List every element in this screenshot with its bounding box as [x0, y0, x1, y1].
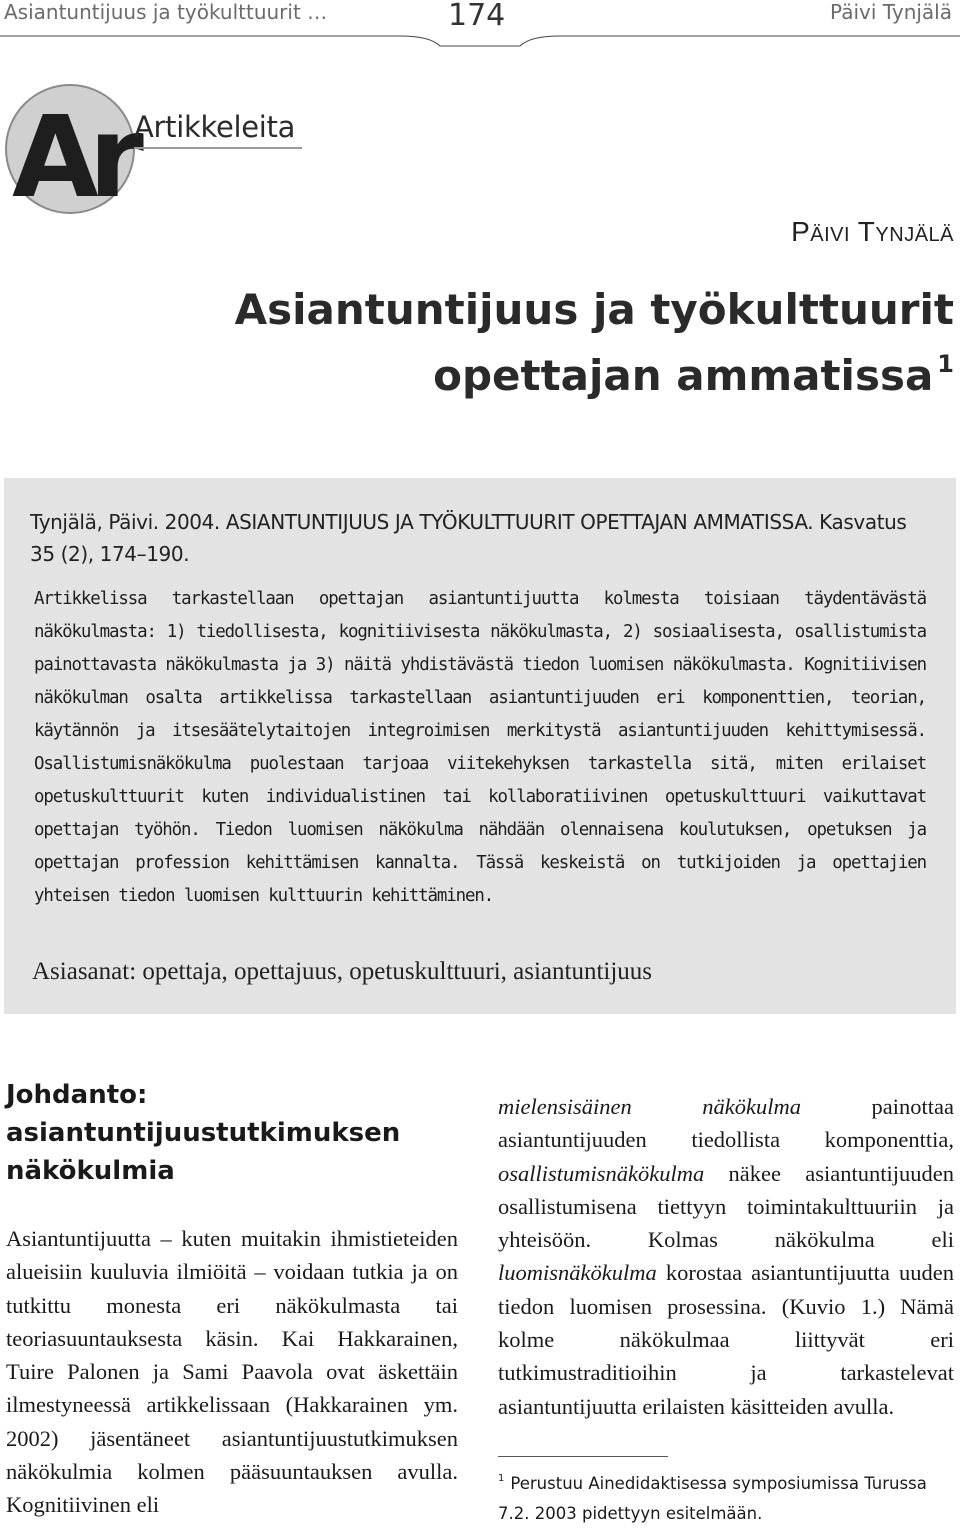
footnote: [498, 1464, 958, 1529]
section-label: Artikkeleita: [134, 110, 296, 144]
heading-line-2: asiantuntijuustutkimuksen: [6, 1118, 401, 1148]
keywords: Asiasanat: opettaja, opettajuus, opetuskulttuuri, asiantuntijuus: [32, 958, 653, 985]
right-text-2: näkee asiantuntijuuden osallistumisena tiettyyn toimintakulttuuriin ja yhteisöön. Kolmas näkökulma eli: [498, 1160, 954, 1253]
article-title: [235, 283, 954, 403]
term-creation: luomisnäkökulma: [498, 1260, 657, 1286]
section-label-underline: [134, 147, 302, 149]
right-text-1: painottaa asiantuntijuuden tiedollista komponenttia,: [498, 1094, 955, 1153]
page-number: 174: [448, 0, 506, 33]
term-mental: mielensisäinen näkökulma: [498, 1094, 801, 1119]
body-right-column: [498, 1090, 954, 1423]
heading-line-3: näkökulmia: [6, 1156, 175, 1186]
left-paragraph: Asiantuntijuutta – kuten muitakin ihmistieteiden alueisiin kuuluvia ilmiöitä – voidaan tutkia ja on tutkittu monesta eri näkökulmasta tai teoriasuuntauksesta käsin. Kai Hakkarainen, Tuire Palonen ja Sami Paavola ovat äskettäin ilmestyneessä artikkelissaan (Hakkarainen ym. 2002) jäsentäneet asiantuntijuustutkimuksen näkökulmia kolmen pääsuuntauksen avulla. Kognitiivinen eli: [6, 1226, 458, 1518]
right-text-3: korostaa asiantuntijuutta uuden tiedon luomisen prosessina. (Kuvio 1.) Nämä kolme näkökulmaa liittyvät eri tutkimustraditioihin ja tarkastelevat asiantuntijuutta erilaisten käsitteiden avulla.: [498, 1260, 954, 1419]
logo-monogram: Ar: [12, 93, 134, 214]
title-line-1: Asiantuntijuus ja työkulttuurit: [234, 285, 954, 334]
section-heading: [6, 1076, 446, 1190]
title-line-2-text: opettajan ammatissa: [433, 351, 934, 400]
title-line-2: [235, 337, 954, 403]
citation: Tynjälä, Päivi. 2004. ASIANTUNTIJUUS JA TYÖKULTTUURIT OPETTAJAN AMMATISSA. Kasvatus 35 (2), 174–190.: [30, 510, 907, 566]
footnote-rule: [498, 1456, 668, 1457]
header-rule: [0, 24, 960, 48]
term-participation: osallistumisnäkökulma: [498, 1160, 705, 1186]
abstract-text: Artikkelissa tarkastellaan opettajan asiantuntijuutta kolmesta toisiaan täydentävästä näkökulmasta: 1) tiedollisesta, kognitiivisesta näkökulmasta, 2) sosiaalisesta, osallistumista painottavasta näkökulmasta ja 3) näitä yhdistävästä tiedon luomisen näkökulmasta. Kognitiivisen näkökulman osalta artikkelissa tarkastellaan asiantuntijuuden eri komponenttien, teorian, käytännön ja itsesäätelytaitojen integroimisen merkitystä asiantuntijuuden kehittymisessä. Osallistumisnäkökulma puolestaan tarjoaa viitekehyksen tarkastella sitä, miten erilaiset opetuskulttuurit kuten individualistinen tai kollaboratiivinen opetuskulttuuri vaikuttavat opettajan työhön. Tiedon luomisen näkökulma nähdään olennaisena koulutuksen, opetuksen ja opettajan profession kehittämisen kannalta. Tässä keskeistä on tutkijoiden ja opettajien yhteisen tiedon luomisen kulttuurin kehittäminen.: [34, 589, 926, 906]
heading-line-1: Johdanto:: [6, 1080, 148, 1110]
footnote-text: Perustuu Ainedidaktisessa symposiumissa Turussa 7.2. 2003 pidettyyn esitelmään.: [498, 1474, 927, 1523]
running-header-title: Asiantuntijuus ja työkulttuurit …: [4, 0, 328, 24]
footnote-mark: 1: [498, 1473, 505, 1484]
article-author: Päivi Tynjälä: [791, 216, 954, 247]
section-logo: [4, 84, 304, 214]
title-footnote-mark: 1: [937, 350, 954, 378]
running-header-author: Päivi Tynjälä: [830, 0, 952, 24]
body-left-column: [6, 1222, 458, 1522]
